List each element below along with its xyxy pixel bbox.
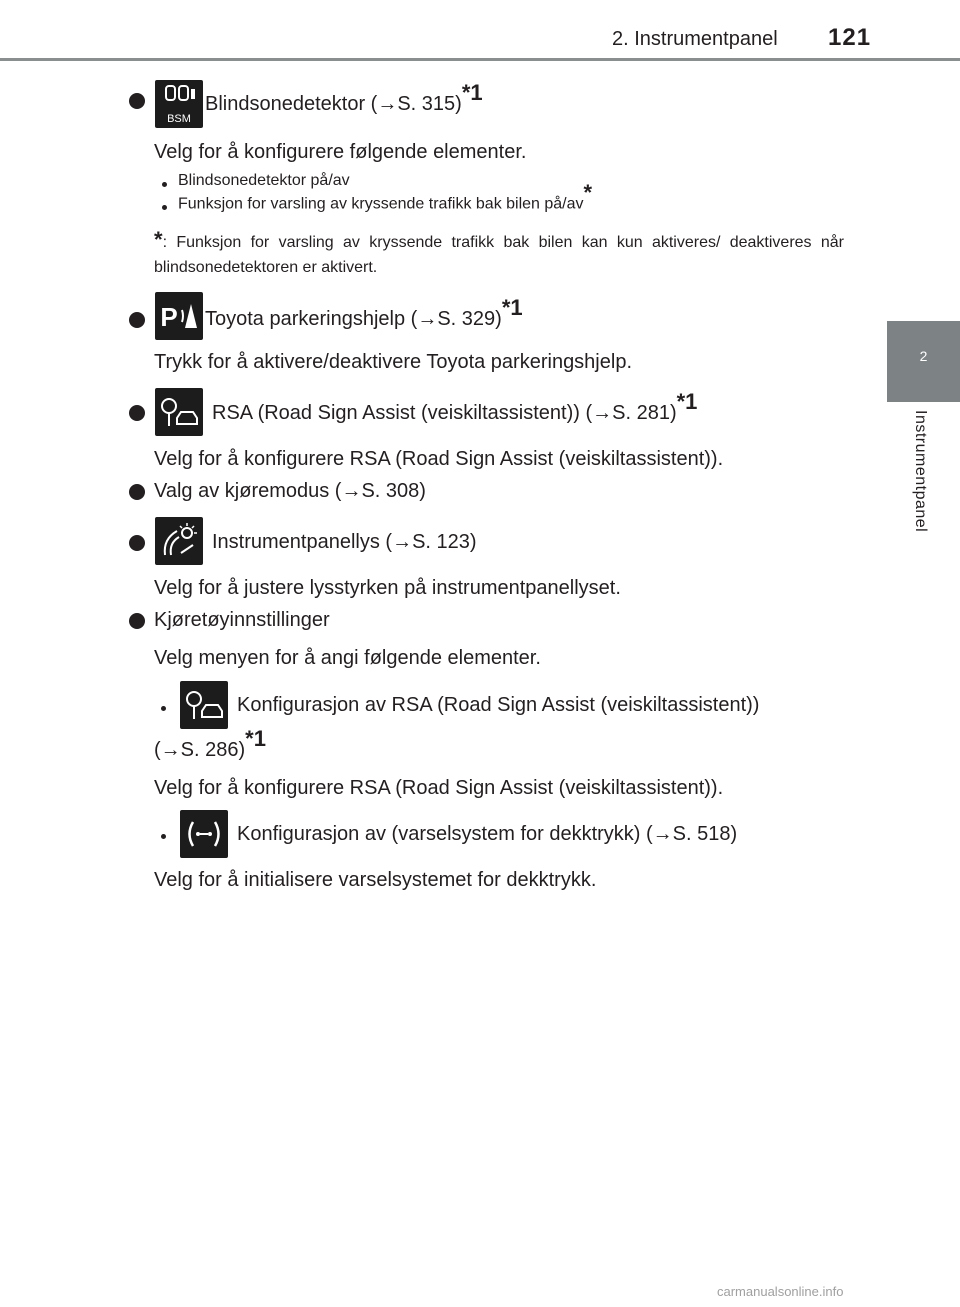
sub-bullet <box>161 834 166 839</box>
svg-text:P: P <box>160 302 178 332</box>
sub-bullet <box>162 182 167 187</box>
sub-item-description: Velg for å konfigurere RSA (Road Sign Assist (veiskiltassistent)). <box>154 777 724 799</box>
item-description: Velg for å konfigurere følgende elementer. <box>154 141 527 163</box>
header-divider <box>0 58 960 61</box>
chapter-tab[interactable]: 2 <box>887 321 960 402</box>
running-header: 2. Instrumentpanel <box>612 28 778 50</box>
tire-pressure-icon <box>180 810 228 858</box>
road-sign-icon <box>180 681 228 729</box>
bullet <box>129 93 145 109</box>
item-title: Kjøretøyinnstillinger <box>154 609 330 631</box>
item-description: Velg menyen for å angi følgende elementer. <box>154 647 541 669</box>
item-description: Trykk for å aktivere/deaktivere Toyota parkeringshjelp. <box>154 351 632 373</box>
sub-item: Funksjon for varsling av kryssende trafikk bak bilen på/av* <box>178 180 593 213</box>
bullet <box>129 535 145 551</box>
watermark: carmanualsonline.info <box>717 1284 844 1299</box>
item-description: Velg for å konfigurere RSA (Road Sign Assist (veiskiltassistent)). <box>154 448 724 470</box>
footnote: *: Funksjon for varsling av kryssende trafikk bak bilen kan kun aktiveres/ deaktiveres når blindsonedetektoren er aktivert. <box>154 227 844 276</box>
item-title: Blindsonedetektor (→S. 315)$^{*1}$ <box>205 80 483 115</box>
sub-item-title: Konfigurasjon av (varselsystem for dekktrykk) (→S. 518) <box>237 823 738 845</box>
chapter-tab-label: Instrumentpanel <box>912 410 929 533</box>
sub-item-ref: (→S. 286)$^{*1}$ <box>154 726 266 761</box>
bullet <box>129 405 145 421</box>
item-title: Toyota parkeringshjelp (→S. 329)$^{*1}$ <box>205 295 523 330</box>
item-title: Valg av kjøremodus (→S. 308) <box>154 480 426 502</box>
item-title: Instrumentpanellys (→S. 123) <box>212 531 477 553</box>
sub-bullet <box>162 205 167 210</box>
bullet <box>129 613 145 629</box>
sub-bullet <box>161 706 166 711</box>
bullet <box>129 312 145 328</box>
sub-item-title: Konfigurasjon av RSA (Road Sign Assist (veiskiltassistent)) <box>237 694 760 716</box>
road-sign-icon <box>155 388 203 436</box>
page-number: 121 <box>828 24 872 51</box>
sub-item: Blindsonedetektor på/av <box>178 172 350 189</box>
panel-light-icon <box>155 517 203 565</box>
item-title: RSA (Road Sign Assist (veiskiltassistent)) (→S. 281)$^{*1}$ <box>212 389 698 424</box>
item-description: Velg for å justere lysstyrken på instrumentpanellyset. <box>154 577 621 599</box>
parking-assist-icon <box>155 292 203 340</box>
bullet <box>129 484 145 500</box>
bsm-icon <box>155 80 203 128</box>
svg-text:BSM: BSM <box>167 113 191 125</box>
sub-item-description: Velg for å initialisere varselsystemet for dekktrykk. <box>154 869 597 891</box>
